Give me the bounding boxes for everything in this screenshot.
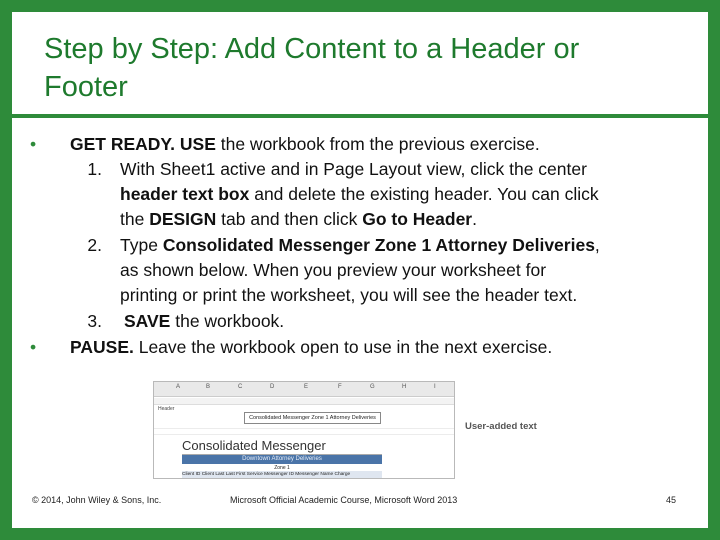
column-header: F bbox=[338, 384, 342, 390]
column-header: D bbox=[270, 384, 275, 390]
step-number: 3. bbox=[87, 311, 102, 331]
bullet-icon: • bbox=[30, 134, 37, 154]
column-header: I bbox=[434, 384, 436, 390]
step-bold: header text box bbox=[120, 184, 250, 204]
step-text: . bbox=[472, 209, 477, 229]
step-bold: DESIGN bbox=[149, 209, 217, 229]
grid-line bbox=[154, 428, 454, 429]
step-bold: SAVE bbox=[124, 311, 171, 331]
step-bold: Go to Header bbox=[362, 209, 473, 229]
step-text: and delete the existing header. You can click bbox=[249, 184, 599, 204]
title-area bbox=[12, 12, 708, 112]
callout-label: User-added text bbox=[465, 421, 537, 432]
column-header: C bbox=[238, 384, 243, 390]
bullet-text: the workbook from the previous exercise. bbox=[215, 134, 540, 154]
step-text: Type bbox=[120, 235, 163, 255]
step-number: 2. bbox=[87, 235, 102, 255]
slide-title-line-2: Footer bbox=[44, 71, 128, 103]
step-text: printing or print the worksheet, you will see the header text. bbox=[120, 285, 578, 305]
step-text: tab and then click bbox=[216, 209, 363, 229]
footer-course: Microsoft Official Academic Course, Microsoft Word 2013 bbox=[230, 495, 458, 505]
step-text: as shown below. When you preview your worksheet for bbox=[120, 260, 547, 280]
step-text: the bbox=[120, 209, 150, 229]
slide-title bbox=[44, 30, 684, 106]
excel-screenshot bbox=[153, 381, 455, 479]
column-header: H bbox=[402, 384, 407, 390]
step-text: , bbox=[594, 235, 600, 255]
step-text: With Sheet1 active and in Page Layout view, click the center bbox=[120, 159, 587, 179]
slide bbox=[12, 12, 708, 528]
column-header: A bbox=[176, 384, 181, 390]
bullet-bold: PAUSE. bbox=[70, 337, 134, 357]
footer-copyright: © 2014, John Wiley & Sons, Inc. bbox=[32, 495, 162, 505]
step-bold: Consolidated Messenger Zone 1 Attorney Deliveries bbox=[162, 235, 595, 255]
bullet-icon: • bbox=[30, 337, 37, 357]
grid-line bbox=[154, 434, 454, 435]
header-text-box[interactable]: Consolidated Messenger Zone 1 Attorney Deliveries bbox=[244, 412, 381, 424]
sheet-title: Consolidated Messenger bbox=[182, 438, 382, 455]
page-number: 45 bbox=[666, 495, 677, 505]
column-header: E bbox=[304, 384, 309, 390]
step-number: 1. bbox=[87, 159, 102, 179]
header-label: Header bbox=[158, 406, 175, 412]
zone-label: Zone 1 bbox=[274, 465, 290, 471]
bullet-text: Leave the workbook open to use in the next exercise. bbox=[133, 337, 553, 357]
sheet-subtitle: Downtown Attorney Deliveries bbox=[182, 455, 382, 464]
slide-title-line-1: Step by Step: Add Content to a Header or bbox=[44, 33, 580, 65]
step-text: the workbook. bbox=[170, 311, 285, 331]
column-header: G bbox=[370, 384, 375, 390]
ruler bbox=[154, 398, 454, 405]
column-header: B bbox=[206, 384, 211, 390]
title-divider bbox=[12, 114, 708, 118]
bullet-bold: GET READY. USE bbox=[70, 134, 216, 154]
field-header-row: Client ID Client Last Last First Service Messenger ID Messenger Name Charge bbox=[182, 471, 382, 478]
column-headers bbox=[154, 382, 454, 397]
